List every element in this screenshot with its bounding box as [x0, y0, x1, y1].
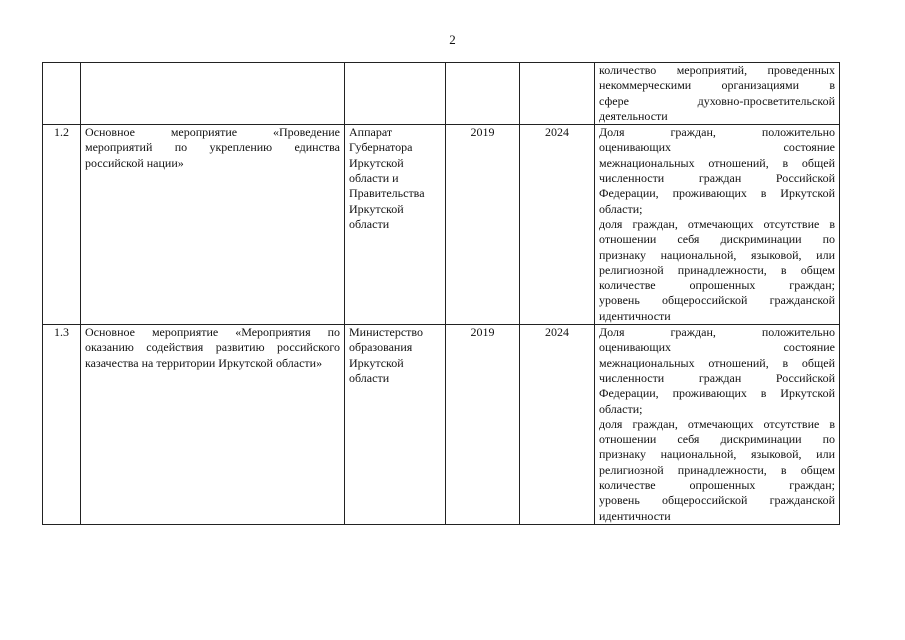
indicator-line: области;: [599, 401, 643, 416]
table-row: [43, 63, 840, 125]
indicator-line: признаку национальной, языковой, или: [599, 247, 835, 262]
indicator-line: сфере духовно-просветительской: [599, 93, 835, 108]
measure-name-cell: [81, 325, 345, 525]
executor-cell: [345, 125, 446, 325]
indicator-line: Доля граждан, положительно: [599, 325, 835, 340]
executor: Аппарат Губернатора Иркутской области и Правительства Иркутской области: [349, 125, 425, 231]
indicator-line: некоммерческими организациями в: [599, 78, 835, 93]
row-number: 1.2: [54, 125, 69, 140]
end-year-cell: [520, 325, 595, 525]
end-year-cell: [520, 125, 595, 325]
indicator-line: области;: [599, 201, 643, 216]
indicator-line: количестве опрошенных граждан;: [599, 278, 835, 293]
measure-name: Основное мероприятие «Мероприятия по оказанию содействия развитию российского казачества на территории Иркутской области»: [85, 325, 340, 370]
indicator-line: уровень общероссийской гражданской: [599, 493, 835, 508]
indicator-line: отношении себя дискриминации по: [599, 432, 835, 447]
indicator-line: религиозной принадлежности, в общем: [599, 462, 835, 477]
indicator-cell: [595, 63, 840, 125]
start-year-cell: [446, 63, 520, 125]
indicator-line: оценивающих состояние: [599, 140, 835, 155]
start-year-cell: [446, 125, 520, 325]
row-number: 1.3: [54, 325, 69, 340]
row-number-cell: [43, 63, 81, 125]
indicator-cell: [595, 325, 840, 525]
indicator-line: численности граждан Российской: [599, 370, 835, 385]
indicator-line: религиозной принадлежности, в общем: [599, 262, 835, 277]
end-year-cell: [520, 63, 595, 125]
indicator-line: Федерации, проживающих в Иркутской: [599, 386, 835, 401]
row-number-cell: [43, 125, 81, 325]
measure-name: Основное мероприятие «Проведение мероприятий по укреплению единства российской нации»: [85, 125, 340, 170]
start-year: 2019: [470, 325, 495, 340]
page-number: 2: [449, 32, 456, 47]
measure-name-cell: [81, 63, 345, 125]
indicator-line: межнациональных отношений, в общей: [599, 155, 835, 170]
indicator-line: признаку национальной, языковой, или: [599, 447, 835, 462]
indicator-line: численности граждан Российской: [599, 171, 835, 186]
end-year: 2024: [545, 125, 569, 140]
indicator-cell: [595, 125, 840, 325]
indicator-line: количестве опрошенных граждан;: [599, 478, 835, 493]
end-year: 2024: [545, 325, 569, 340]
executor-cell: [345, 325, 446, 525]
indicator-line: межнациональных отношений, в общей: [599, 355, 835, 370]
measure-name-cell: [81, 125, 345, 325]
indicator-line: количество мероприятий, проведенных: [599, 63, 835, 77]
row-number-cell: [43, 325, 81, 525]
indicator-line: оценивающих состояние: [599, 340, 835, 355]
start-year: 2019: [470, 125, 495, 140]
executor: Министерство образования Иркутской области: [349, 325, 423, 385]
executor-cell: [345, 63, 446, 125]
indicator-line: отношении себя дискриминации по: [599, 232, 835, 247]
indicator-line: идентичности: [599, 508, 671, 523]
indicator-line: доля граждан, отмечающих отсутствие в: [599, 416, 835, 431]
indicator-line: идентичности: [599, 308, 671, 323]
start-year-cell: [446, 325, 520, 525]
table-row: [43, 325, 840, 525]
indicator-line: уровень общероссийской гражданской: [599, 293, 835, 308]
indicator-line: Доля граждан, положительно: [599, 125, 835, 140]
indicator-line: доля граждан, отмечающих отсутствие в: [599, 216, 835, 231]
program-table: [42, 62, 840, 525]
indicator-line: деятельности: [599, 108, 668, 123]
indicator-line: Федерации, проживающих в Иркутской: [599, 186, 835, 201]
table-row: [43, 125, 840, 325]
